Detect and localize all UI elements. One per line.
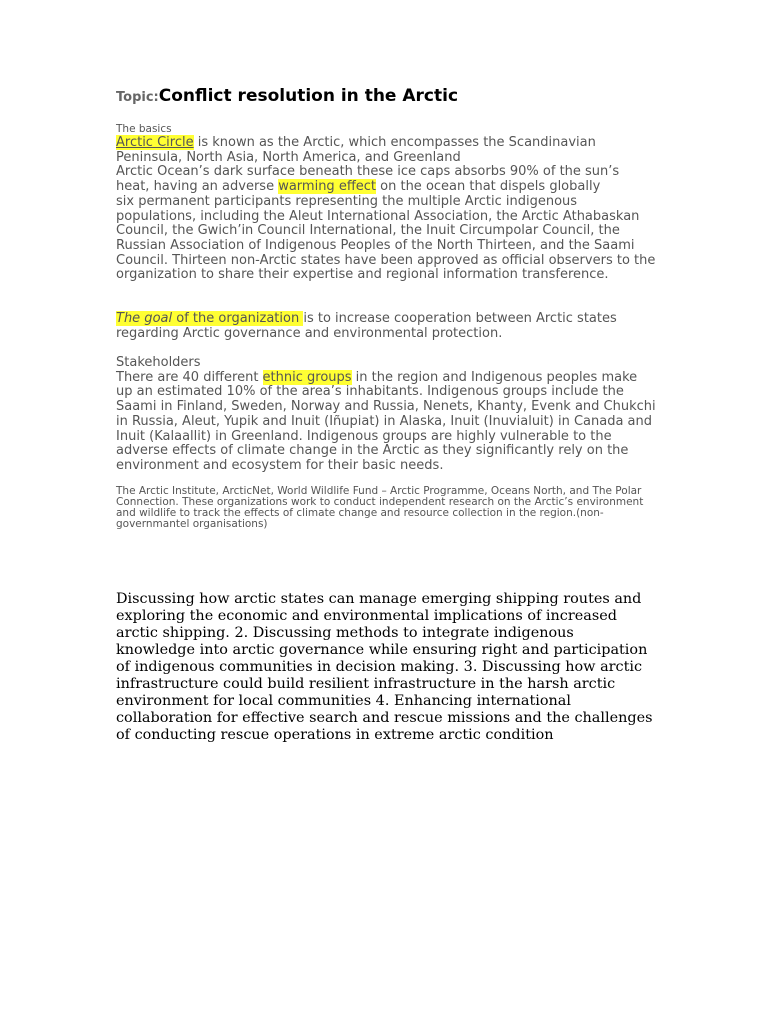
- discussion-paragraph: Discussing how arctic states can manage emerging shipping routes and exploring the economic and environmental implications of increased arctic shipping. 2. Discussing methods to integrate indigenous knowledge into arctic governance while ensuring right and participation of indigenous communities in decision making. 3. Discussing how arctic infrastructure could build resilient infrastructure in the harsh arctic environment for local communities 4. Enhancing international collaboration for effective search and rescue missions and the challenges of conducting rescue operations in extreme arctic condition: [116, 591, 653, 743]
- ngos-paragraph: The Arctic Institute, ArcticNet, World Wildlife Fund – Arctic Programme, Oceans North, and The Polar Connection. These organizations work to conduct independent research on the Arctic’s environment and wildlife to track the effects of climate change and resource collection in the region.(non-governmantel organisations): [116, 485, 644, 530]
- stakeholders-heading: Stakeholders: [116, 355, 201, 370]
- topic-heading: [116, 86, 458, 106]
- basics-heading: The basics: [116, 123, 172, 135]
- goal-italic-highlight: The goal: [116, 311, 173, 326]
- ocean-text-a: Arctic Ocean’s dark surface beneath these ice caps absorbs 90% of the sun’s heat, having an adverse: [116, 164, 620, 195]
- ethnic-groups-highlight: ethnic groups: [262, 369, 352, 385]
- stakeholders-text-b: in the region and Indigenous peoples make up an estimated 10% of the area’s inhabitants. Indigenous groups include the Saami in Finland, Sweden, Norway and Russia, Nenets, Khanty, Evenk and Chukchi in Russia, Aleut, Yupik and Inuit (Iñupiat) in Alaska, Inuit (Inuvialuit) in Canada and Inuit (Kalaallit) in Greenland. Indigenous groups are highly vulnerable to the adverse effects of climate change in the Arctic as they significantly rely on the environment and ecosystem for their basic needs.: [116, 369, 656, 473]
- goal-text: is to increase cooperation between Arctic states regarding Arctic governance and environmental protection.: [116, 311, 617, 341]
- goal-paragraph: [116, 312, 656, 341]
- arctic-circle-link[interactable]: Arctic Circle: [116, 135, 194, 150]
- topic-title: Conflict resolution in the Arctic: [158, 86, 459, 106]
- ocean-text-b: on the ocean that dispels globally: [376, 179, 601, 195]
- warming-effect-highlight: warming effect: [278, 179, 377, 195]
- stakeholders-text-a: There are 40 different: [116, 369, 263, 385]
- participants-text: six permanent participants representing the multiple Arctic indigenous populations, including the Aleut International Association, the Arctic Athabaskan Council, the Gwich’in Council International, the Inuit Circumpolar Council, the Russian Association of Indigenous Peoples of the North Thirteen, and the Saami Council. Thirteen non-Arctic states have been approved as official observers to the organization to share their expertise and regional information transference.: [116, 193, 656, 283]
- stakeholders-paragraph: [116, 356, 656, 474]
- basics-paragraph: [116, 136, 656, 283]
- goal-organization-highlight: of the organization: [172, 311, 304, 326]
- topic-label: Topic:: [116, 90, 159, 105]
- basics-line1-text: is known as the Arctic, which encompasses the Scandinavian Peninsula, North Asia, North America, and Greenland: [116, 135, 596, 165]
